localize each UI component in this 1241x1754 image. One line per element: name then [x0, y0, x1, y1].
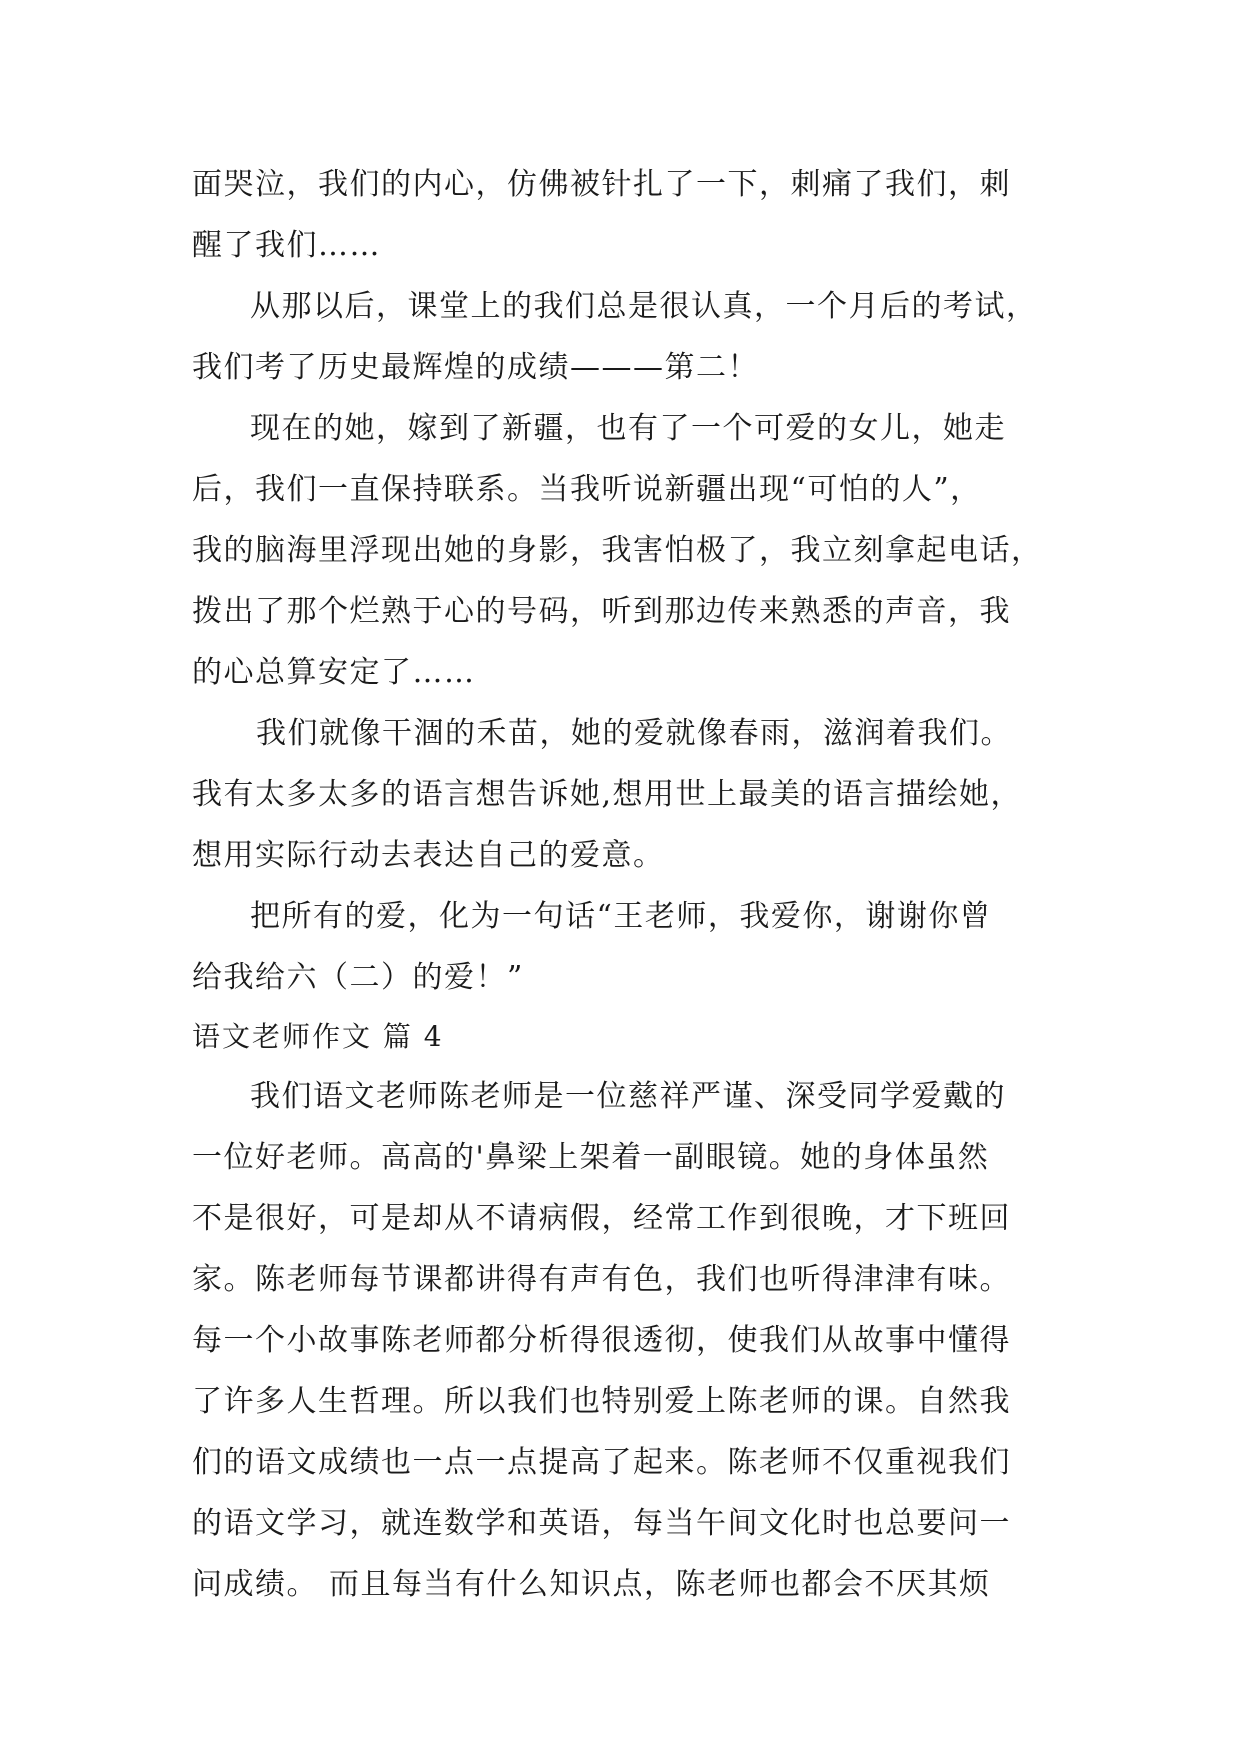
text-line: 后，我们一直保持联系。当我听说新疆出现“可怕的人”， — [192, 472, 982, 507]
text-line: 家。陈老师每节课都讲得有声有色，我们也听得津津有味。 — [192, 1262, 1011, 1297]
text-line: 拨出了那个烂熟于心的号码，听到那边传来熟悉的声音，我 — [192, 594, 1011, 629]
text-line: 问成绩。 而且每当有什么知识点，陈老师也都会不厌其烦 — [192, 1567, 991, 1602]
text-line: 每一个小故事陈老师都分析得很透彻，使我们从故事中懂得 — [192, 1323, 1011, 1358]
text-line: 想用实际行动去表达自己的爱意。 — [192, 838, 665, 873]
text-line: 我有太多太多的语言想告诉她,想用世上最美的语言描绘她， — [192, 777, 1023, 812]
text-line: 我的脑海里浮现出她的身影，我害怕极了，我立刻拿起电话， — [192, 533, 1043, 568]
section-heading: 语文老师作文 篇 4 — [192, 1020, 444, 1053]
text-line: 们的语文成绩也一点一点提高了起来。陈老师不仅重视我们 — [192, 1445, 1011, 1480]
paragraph-start: 从那以后，课堂上的我们总是很认真，一个月后的考试， — [250, 289, 1038, 324]
paragraph-start: 现在的她，嫁到了新疆，也有了一个可爱的女儿，她走 — [250, 411, 1006, 446]
text-line: 不是很好，可是却从不请病假，经常工作到很晚，才下班回 — [192, 1201, 1011, 1236]
text-line: 一位好老师。高高的'鼻梁上架着一副眼镜。她的身体虽然 — [192, 1140, 990, 1175]
paragraph-start: 我们语文老师陈老师是一位慈祥严谨、深受同学爱戴的 — [250, 1079, 1006, 1114]
text-line: 的语文学习，就连数学和英语，每当午间文化时也总要问一 — [192, 1506, 1011, 1541]
text-line: 给我给六（二）的爱！” — [192, 960, 524, 995]
text-line: 了许多人生哲理。所以我们也特别爱上陈老师的课。自然我 — [192, 1384, 1011, 1419]
paragraph-start: 把所有的爱，化为一句话“王老师，我爱你，谢谢你曾 — [250, 899, 992, 934]
text-line: 我们考了历史最辉煌的成绩———第二！ — [192, 350, 759, 385]
text-line: 醒了我们…… — [192, 228, 381, 263]
text-line: 的心总算安定了…… — [192, 655, 476, 690]
paragraph-start: 我们就像干涸的禾苗，她的爱就像春雨，滋润着我们。 — [256, 716, 1012, 751]
text-line: 面哭泣，我们的内心，仿佛被针扎了一下，刺痛了我们，刺 — [192, 167, 1011, 202]
